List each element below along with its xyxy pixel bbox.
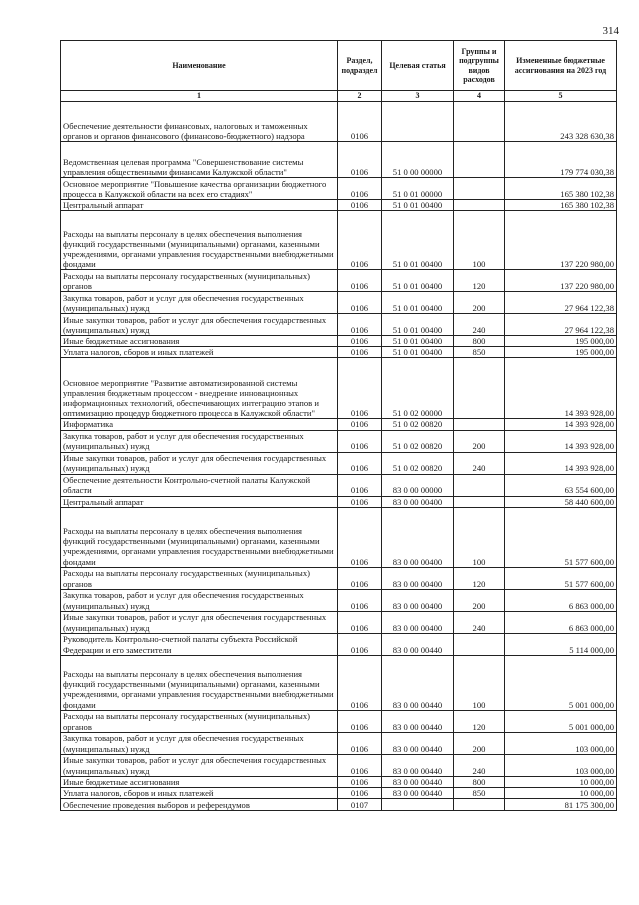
row-name: Расходы на выплаты персоналу в целях обеспечения выполнения функций государственными (муниципальными) органами, казенными учреждениями, органами управления государственными внебюджетными фондами [61,655,338,710]
row-amount: 137 220 980,00 [505,211,617,270]
row-group [454,798,505,810]
row-section: 0106 [338,567,382,589]
row-section: 0106 [338,474,382,496]
row-target: 51 0 01 00400 [382,270,454,292]
row-name: Обеспечение деятельности Контрольно-счетной палаты Калужской области [61,474,338,496]
header-name: Наименование [61,41,338,91]
row-group: 850 [454,347,505,358]
row-section: 0106 [338,314,382,336]
row-group [454,142,505,178]
table-row [61,496,617,507]
row-group: 240 [454,314,505,336]
column-number: 2 [338,91,382,102]
row-group: 200 [454,589,505,611]
row-amount: 195 000,00 [505,347,617,358]
row-group: 100 [454,655,505,710]
row-target: 83 0 00 00440 [382,655,454,710]
row-amount: 165 380 102,38 [505,200,617,211]
row-name: Обеспечение деятельности финансовых, налоговых и таможенных органов и органов финансового (финансово-бюджетного) надзора [61,102,338,142]
row-amount: 58 440 600,00 [505,496,617,507]
row-target: 83 0 00 00440 [382,787,454,798]
table-row [61,142,617,178]
row-section: 0106 [338,732,382,754]
row-target [382,798,454,810]
row-section: 0106 [338,710,382,732]
row-name: Обеспечение проведения выборов и референдумов [61,798,338,810]
budget-table [60,40,617,811]
row-section: 0106 [338,776,382,787]
row-amount: 5 001 000,00 [505,710,617,732]
row-group: 240 [454,754,505,776]
row-section: 0106 [338,430,382,452]
row-amount: 51 577 600,00 [505,507,617,567]
header-amount: Измененные бюджетные ассигнования на 2023 год [505,41,617,91]
row-amount: 5 001 000,00 [505,655,617,710]
table-row [61,336,617,347]
row-group [454,633,505,655]
table-row [61,102,617,142]
table-row [61,419,617,430]
table-row [61,178,617,200]
row-amount: 81 175 300,00 [505,798,617,810]
table-row [61,787,617,798]
row-amount: 14 393 928,00 [505,452,617,474]
row-section: 0106 [338,142,382,178]
table-body [61,102,617,811]
row-amount: 63 554 600,00 [505,474,617,496]
row-name: Уплата налогов, сборов и иных платежей [61,787,338,798]
row-section: 0106 [338,347,382,358]
row-name: Иные бюджетные ассигнования [61,776,338,787]
row-target: 51 0 02 00820 [382,419,454,430]
row-target: 83 0 00 00400 [382,611,454,633]
row-name: Расходы на выплаты персоналу в целях обеспечения выполнения функций государственными (муниципальными) органами, казенными учреждениями, органами управления государственными внебюджетными фондами [61,211,338,270]
table-row [61,347,617,358]
row-target: 51 0 01 00400 [382,314,454,336]
row-name: Расходы на выплаты персоналу государственных (муниципальных) органов [61,710,338,732]
row-amount: 10 000,00 [505,776,617,787]
row-target: 51 0 01 00400 [382,211,454,270]
row-amount: 27 964 122,38 [505,314,617,336]
column-number: 4 [454,91,505,102]
header-row [61,41,617,91]
table-row [61,655,617,710]
table-row [61,507,617,567]
header-section: Раздел, подраздел [338,41,382,91]
row-section: 0106 [338,754,382,776]
row-target: 83 0 00 00400 [382,567,454,589]
row-group: 850 [454,787,505,798]
row-amount: 6 863 000,00 [505,589,617,611]
row-name: Расходы на выплаты персоналу государственных (муниципальных) органов [61,567,338,589]
row-amount: 6 863 000,00 [505,611,617,633]
row-section: 0106 [338,270,382,292]
table-row [61,430,617,452]
table-row [61,452,617,474]
row-amount: 103 000,00 [505,754,617,776]
column-number-row [61,91,617,102]
row-section: 0106 [338,336,382,347]
row-amount: 14 393 928,00 [505,419,617,430]
row-name: Иные бюджетные ассигнования [61,336,338,347]
row-target: 83 0 00 00440 [382,754,454,776]
table-row [61,211,617,270]
row-name: Уплата налогов, сборов и иных платежей [61,347,338,358]
row-section: 0106 [338,611,382,633]
row-section: 0106 [338,102,382,142]
row-target: 51 0 02 00000 [382,358,454,419]
row-amount: 195 000,00 [505,336,617,347]
row-group [454,178,505,200]
row-amount: 10 000,00 [505,787,617,798]
row-section: 0107 [338,798,382,810]
row-amount: 14 393 928,00 [505,430,617,452]
row-name: Ведомственная целевая программа "Совершенствование системы управления общественными финансами Калужской области" [61,142,338,178]
row-amount: 51 577 600,00 [505,567,617,589]
row-target: 51 0 02 00820 [382,452,454,474]
row-group: 120 [454,710,505,732]
row-section: 0106 [338,507,382,567]
row-amount: 14 393 928,00 [505,358,617,419]
row-section: 0106 [338,178,382,200]
table-row [61,710,617,732]
row-section: 0106 [338,787,382,798]
row-name: Иные закупки товаров, работ и услуг для обеспечения государственных (муниципальных) нужд [61,754,338,776]
table-row [61,776,617,787]
table-row [61,358,617,419]
row-name: Расходы на выплаты персоналу в целях обеспечения выполнения функций государственными (муниципальными) органами, казенными учреждениями, органами управления государственными внебюджетными фондами [61,507,338,567]
row-name: Информатика [61,419,338,430]
row-section: 0106 [338,655,382,710]
row-name: Центральный аппарат [61,496,338,507]
row-name: Основное мероприятие "Развитие автоматизированной системы управления бюджетным процессом - внедрение инновационных информационных технологий, обеспечивающих интеграцию этапов и оптимизацию процедур бюджетного процесса в Калужской области" [61,358,338,419]
row-section: 0106 [338,496,382,507]
row-group [454,358,505,419]
row-target: 83 0 00 00400 [382,496,454,507]
row-group: 240 [454,452,505,474]
column-number: 5 [505,91,617,102]
row-target: 83 0 00 00000 [382,474,454,496]
column-number: 1 [61,91,338,102]
row-amount: 165 380 102,38 [505,178,617,200]
row-amount: 27 964 122,38 [505,292,617,314]
row-amount: 137 220 980,00 [505,270,617,292]
row-target: 83 0 00 00440 [382,710,454,732]
table-row [61,589,617,611]
row-target: 83 0 00 00440 [382,776,454,787]
row-amount: 243 328 630,38 [505,102,617,142]
row-group: 800 [454,776,505,787]
row-target: 51 0 02 00820 [382,430,454,452]
row-section: 0106 [338,200,382,211]
row-group [454,102,505,142]
row-target: 51 0 01 00400 [382,200,454,211]
row-name: Руководитель Контрольно-счетной палаты субъекта Российской Федерации и его заместители [61,633,338,655]
column-number: 3 [382,91,454,102]
row-amount: 5 114 000,00 [505,633,617,655]
row-target: 51 0 01 00400 [382,347,454,358]
row-target: 51 0 01 00400 [382,292,454,314]
table-row [61,200,617,211]
row-section: 0106 [338,211,382,270]
row-name: Расходы на выплаты персоналу государственных (муниципальных) органов [61,270,338,292]
row-target: 51 0 01 00000 [382,178,454,200]
table-row [61,314,617,336]
header-target: Целевая статья [382,41,454,91]
row-name: Закупка товаров, работ и услуг для обеспечения государственных (муниципальных) нужд [61,430,338,452]
row-section: 0106 [338,292,382,314]
row-group: 100 [454,211,505,270]
row-group [454,200,505,211]
table-row [61,798,617,810]
table-row [61,567,617,589]
row-target: 83 0 00 00440 [382,732,454,754]
row-section: 0106 [338,452,382,474]
table-row [61,754,617,776]
row-name: Закупка товаров, работ и услуг для обеспечения государственных (муниципальных) нужд [61,732,338,754]
row-name: Закупка товаров, работ и услуг для обеспечения государственных (муниципальных) нужд [61,589,338,611]
row-amount: 179 774 030,38 [505,142,617,178]
row-group: 240 [454,611,505,633]
table-row [61,270,617,292]
row-target: 83 0 00 00400 [382,507,454,567]
row-target: 51 0 01 00400 [382,336,454,347]
table-row [61,633,617,655]
header-group: Группы и подгруппы видов расходов [454,41,505,91]
row-section: 0106 [338,633,382,655]
row-group [454,474,505,496]
row-group: 120 [454,270,505,292]
row-group: 200 [454,732,505,754]
page-number: 314 [602,25,619,37]
table-row [61,732,617,754]
row-name: Центральный аппарат [61,200,338,211]
table-row [61,474,617,496]
table-row [61,611,617,633]
row-target: 83 0 00 00400 [382,589,454,611]
row-section: 0106 [338,419,382,430]
row-group: 800 [454,336,505,347]
row-name: Иные закупки товаров, работ и услуг для обеспечения государственных (муниципальных) нужд [61,314,338,336]
row-group [454,496,505,507]
row-target [382,102,454,142]
table-row [61,292,617,314]
row-group [454,419,505,430]
row-name: Основное мероприятие "Повышение качества организации бюджетного процесса в Калужской области на всех его стадиях" [61,178,338,200]
row-group: 200 [454,430,505,452]
row-target: 51 0 00 00000 [382,142,454,178]
row-target: 83 0 00 00440 [382,633,454,655]
row-group: 100 [454,507,505,567]
row-amount: 103 000,00 [505,732,617,754]
row-group: 200 [454,292,505,314]
row-section: 0106 [338,589,382,611]
row-name: Иные закупки товаров, работ и услуг для обеспечения государственных (муниципальных) нужд [61,611,338,633]
row-group: 120 [454,567,505,589]
row-section: 0106 [338,358,382,419]
row-name: Иные закупки товаров, работ и услуг для обеспечения государственных (муниципальных) нужд [61,452,338,474]
row-name: Закупка товаров, работ и услуг для обеспечения государственных (муниципальных) нужд [61,292,338,314]
